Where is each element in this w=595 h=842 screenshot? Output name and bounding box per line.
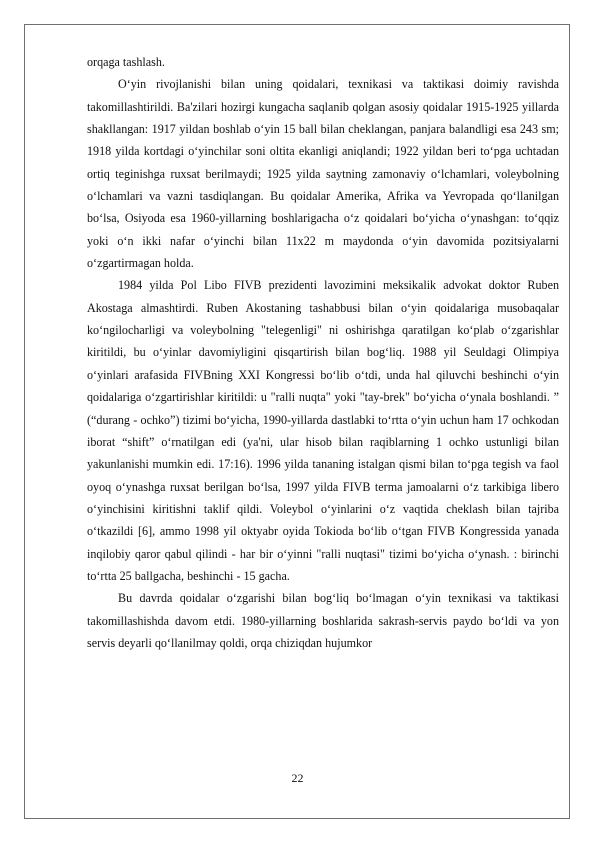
paragraph-continuation: orqaga tashlash. [87, 55, 165, 69]
page-number: 22 [291, 771, 304, 785]
paragraph-technique-tactics: Bu davrda qoidalar o‘zgarishi bilan bog‘liq bo‘lmagan o‘yin texnikasi va taktikasi takomillashishda davom etdi. 1980-yillarning boshlarida sakrash-servis paydo bo‘ldi va yon servis deyarli qo‘llanilmay qoldi, orqa chiziqdan hujumkor [87, 591, 559, 650]
document-body [87, 51, 559, 654]
paragraph-rules-evolution: O‘yin rivojlanishi bilan uning qoidalari, texnikasi va taktikasi doimiy ravishda takomillashtirildi. Ba'zilari hozirgi kungacha saqlanib qolgan asosiy qoidalar 1915-1925 yillarda shakllangan: 1917 yildan boshlab o‘yin 15 ball bilan cheklangan, panjara balandligi esa 243 sm; 1918 yilda kortdagi o‘yinchilar soni oltita ekanligi aniqlandi; 1922 yildan beri to‘pga uchtadan ortiq teginishga ruxsat berilmaydi; 1925 yilda saytning zamonaviy o‘lchamlari, voleybolning o‘lchamlari va vazni tasdiqlangan. Bu qoidalar Amerika, Afrika va Yevropada qo‘llanilgan bo‘lsa, Osiyoda esa 1960-yillarning boshlarigacha o‘z qoidalari bo‘yicha o‘ynashgan: to‘qqiz yoki o‘n ikki nafar o‘yinchi bilan 11x22 m maydonda o‘yin davomida pozitsiyalarni o‘zgartirmagan holda. [87, 77, 559, 271]
paragraph-acosta-reforms: 1984 yilda Pol Libo FIVB prezidenti lavozimini meksikalik advokat doktor Ruben Akostaga almashtirdi. Ruben Akostaning tashabbusi bilan o‘yin qoidalariga musobaqalar ko‘ngilocharligi va voleybolning "telegenligi" ni oshirishga qaratilgan ko‘plab o‘zgarishlar kiritildi, bu o‘yinlar davomiyligini qisqartirish bilan bog‘liq. 1988 yil Seuldagi Olimpiya o‘yinlari arafasida FIVBning XXI Kongressi bo‘lib o‘tdi, unda hal qiluvchi beshinchi o‘yin qoidalariga o‘zgartirishlar kiritildi: u "ralli nuqta" yoki "tay-brek" bo‘yicha o‘ynala boshlandi. ” (“durang - ochko”) tizimi bo‘yicha, 1990-yillarda dastlabki to‘rtta o‘yin uchun ham 17 ochkodan iborat “shift” o‘rnatilgan edi (ya'ni, ular hisob bilan raqiblarning 1 ochko ustunligi bilan yakunlanishi mumkin edi. 17:16). 1996 yilda tananing istalgan qismi bilan to‘pga tegish va faol oyoq o‘ynashga ruxsat berilgan bo‘lsa, 1997 yilda FIVB terma jamoalarni o‘z tarkibiga libero o‘yinchisini kiritishni taklif qildi. Voleybol o‘yinlarini o‘z vaqtida cheklash bilan tajriba o‘tkazildi [6], ammo 1998 yil oktyabr oyida Tokioda bo‘lib o‘tgan FIVB Kongressida yanada inqilobiy qaror qabul qilindi - har bir o‘yinni "ralli nuqtasi" tizimi bo‘yicha o‘ynash. : birinchi to‘rtta 25 ballgacha, beshinchi - 15 gacha. [87, 278, 559, 583]
